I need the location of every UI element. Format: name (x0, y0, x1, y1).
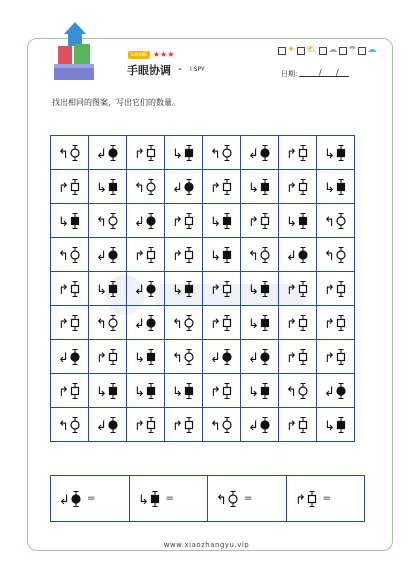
grid-cell (317, 170, 355, 204)
grid-cell (51, 340, 89, 374)
hook-up-left-hollow-circle-icon (216, 490, 240, 508)
hook-down-right-filled-square-icon (96, 178, 120, 196)
hook-down-right-filled-square-icon (248, 314, 272, 332)
grid-row (51, 238, 355, 272)
answer-cell[interactable] (51, 476, 130, 521)
hook-down-left-filled-circle-icon (134, 212, 158, 230)
grid-cell (127, 272, 165, 306)
grid-cell (317, 272, 355, 306)
grid-cell (89, 340, 127, 374)
grid-cell (241, 136, 279, 170)
equals-sign: = (244, 493, 253, 504)
grid-cell (127, 170, 165, 204)
answer-cell[interactable] (130, 476, 209, 521)
svg-text:↱: ↱ (285, 316, 297, 332)
hook-up-left-hollow-circle-icon (286, 382, 310, 400)
weather-checkbox[interactable] (319, 47, 327, 55)
svg-text:↰: ↰ (57, 146, 69, 162)
hook-up-left-hollow-circle-icon (172, 314, 196, 332)
grid-cell (317, 204, 355, 238)
svg-text:↳: ↳ (285, 214, 297, 230)
hook-down-right-filled-square-icon (286, 212, 310, 230)
grid-cell (165, 408, 203, 442)
svg-text:↱: ↱ (209, 282, 221, 298)
hook-down-right-filled-square-icon (58, 212, 82, 230)
grid-cell (51, 204, 89, 238)
hook-up-right-hollow-square-icon (324, 314, 348, 332)
svg-text:↱: ↱ (57, 316, 69, 332)
grid-cell (89, 374, 127, 408)
hook-up-right-hollow-square-icon (324, 348, 348, 366)
grid-cell (89, 204, 127, 238)
svg-text:↱: ↱ (133, 418, 145, 434)
hook-up-right-hollow-square-icon (58, 178, 82, 196)
grid-cell (51, 374, 89, 408)
svg-text:↲: ↲ (133, 316, 145, 332)
svg-text:↳: ↳ (171, 282, 183, 298)
svg-text:↲: ↲ (95, 418, 107, 434)
svg-text:↰: ↰ (171, 316, 183, 332)
svg-text:↱: ↱ (133, 146, 145, 162)
svg-text:↰: ↰ (285, 384, 297, 400)
difficulty-stars: ★★★ (152, 50, 175, 59)
hook-down-left-filled-circle-icon (134, 314, 158, 332)
cloud-icon: ☁ (328, 45, 338, 55)
grid-cell (241, 306, 279, 340)
grid-cell (165, 136, 203, 170)
hook-down-right-filled-square-icon (248, 280, 272, 298)
grid-cell (127, 340, 165, 374)
svg-text:↳: ↳ (247, 316, 259, 332)
grid-cell (241, 374, 279, 408)
grid-cell (127, 136, 165, 170)
svg-text:↱: ↱ (285, 180, 297, 196)
svg-text:↱: ↱ (57, 180, 69, 196)
grid-cell (51, 136, 89, 170)
hook-up-right-hollow-square-icon (210, 178, 234, 196)
date-input-line[interactable] (299, 76, 349, 77)
grid-cell (241, 238, 279, 272)
svg-text:↳: ↳ (171, 146, 183, 162)
hook-up-right-hollow-square-icon (172, 246, 196, 264)
hook-up-right-hollow-square-icon (248, 212, 272, 230)
svg-text:↲: ↲ (95, 146, 107, 162)
svg-text:↳: ↳ (133, 384, 145, 400)
hook-up-right-hollow-square-icon (286, 280, 310, 298)
instruction-text: 找出相同的图案，写出它们的数量。 (52, 98, 180, 107)
grid-cell (279, 136, 317, 170)
svg-text:↰: ↰ (323, 214, 335, 230)
hook-down-left-filled-circle-icon (96, 246, 120, 264)
grid-row (51, 204, 355, 238)
rain-icon: ☂ (348, 45, 357, 55)
svg-text:↰: ↰ (171, 350, 183, 366)
hook-down-left-filled-circle-icon (96, 416, 120, 434)
hook-up-left-hollow-circle-icon (58, 416, 82, 434)
svg-text:↲: ↲ (133, 282, 145, 298)
svg-text:↲: ↲ (323, 384, 335, 400)
hook-up-right-hollow-square-icon (286, 416, 310, 434)
svg-text:↰: ↰ (133, 180, 145, 196)
svg-text:↰: ↰ (323, 248, 335, 264)
date-label: 日期: (281, 70, 298, 78)
svg-text:↱: ↱ (57, 384, 69, 400)
hook-up-left-hollow-circle-icon (172, 348, 196, 366)
grid-cell (279, 272, 317, 306)
footer (0, 541, 413, 549)
grid-cell (203, 340, 241, 374)
grid-cell (241, 272, 279, 306)
grid-cell (317, 306, 355, 340)
hook-down-right-filled-square-icon (96, 280, 120, 298)
answer-cell[interactable] (287, 476, 365, 521)
hook-up-right-hollow-square-icon (58, 314, 82, 332)
grid-cell (279, 374, 317, 408)
hook-down-right-filled-square-icon (134, 348, 158, 366)
svg-text:↳: ↳ (137, 492, 149, 508)
svg-text:↳: ↳ (247, 282, 259, 298)
snow-cloud-icon: ☁ (367, 45, 377, 55)
hook-down-right-filled-square-icon (96, 382, 120, 400)
equals-sign: = (322, 493, 331, 504)
answer-row (50, 475, 365, 522)
hook-up-right-hollow-square-icon (134, 416, 158, 434)
hook-down-right-filled-square-icon (172, 382, 196, 400)
svg-text:↱: ↱ (133, 248, 145, 264)
grid-row (51, 408, 355, 442)
svg-text:↱: ↱ (209, 316, 221, 332)
grid-cell (127, 374, 165, 408)
svg-text:↰: ↰ (216, 492, 227, 508)
svg-text:↰: ↰ (247, 248, 259, 264)
date-slash: / (319, 68, 322, 77)
grid-cell (241, 408, 279, 442)
svg-text:↲: ↲ (57, 350, 69, 366)
hook-up-right-hollow-square-icon (295, 490, 319, 508)
grid-cell (127, 306, 165, 340)
grid-row (51, 272, 355, 306)
svg-text:↱: ↱ (294, 492, 306, 508)
worksheet-subtitle: I SPY (190, 66, 205, 73)
hook-up-left-hollow-circle-icon (248, 246, 272, 264)
hook-up-left-hollow-circle-icon (96, 212, 120, 230)
grid-row (51, 136, 355, 170)
grid-cell (165, 374, 203, 408)
grid-cell (279, 238, 317, 272)
grid-cell (317, 408, 355, 442)
grid-cell (317, 238, 355, 272)
grid-cell (279, 408, 317, 442)
hook-down-left-filled-circle-icon (58, 348, 82, 366)
grid-cell (241, 170, 279, 204)
svg-text:↱: ↱ (171, 214, 183, 230)
grid-cell (89, 306, 127, 340)
svg-text:↲: ↲ (247, 350, 259, 366)
weather-checkbox[interactable] (297, 47, 305, 55)
svg-text:↱: ↱ (57, 282, 69, 298)
svg-text:↳: ↳ (133, 350, 145, 366)
hook-down-right-filled-square-icon (210, 246, 234, 264)
grid-cell (165, 272, 203, 306)
answer-cell[interactable] (208, 476, 287, 521)
grid-cell (241, 340, 279, 374)
hook-down-right-filled-square-icon (324, 144, 348, 162)
hook-down-right-filled-square-icon (248, 382, 272, 400)
symbol-grid (50, 135, 355, 442)
equals-sign: = (165, 493, 174, 504)
svg-text:↰: ↰ (95, 214, 107, 230)
svg-text:↰: ↰ (209, 418, 221, 434)
grid-cell (165, 238, 203, 272)
hook-down-left-filled-circle-icon (248, 416, 272, 434)
grid-cell (203, 204, 241, 238)
svg-text:↲: ↲ (285, 248, 297, 264)
svg-text:↰: ↰ (95, 316, 107, 332)
grid-cell (165, 340, 203, 374)
hook-up-right-hollow-square-icon (58, 382, 82, 400)
grid-cell (279, 340, 317, 374)
svg-text:↳: ↳ (323, 418, 335, 434)
hook-down-left-filled-circle-icon (59, 490, 83, 508)
grid-cell (279, 204, 317, 238)
svg-text:↳: ↳ (95, 384, 107, 400)
hook-down-left-filled-circle-icon (324, 382, 348, 400)
hook-up-right-hollow-square-icon (134, 144, 158, 162)
grid-row (51, 374, 355, 408)
grid-cell (203, 136, 241, 170)
hook-down-left-filled-circle-icon (172, 178, 196, 196)
hook-up-right-hollow-square-icon (286, 348, 310, 366)
hook-down-right-filled-square-icon (324, 178, 348, 196)
svg-text:↳: ↳ (95, 180, 107, 196)
grid-cell (51, 408, 89, 442)
title-dash: - (178, 62, 182, 75)
grid-cell (203, 238, 241, 272)
svg-text:↲: ↲ (171, 180, 183, 196)
hook-up-left-hollow-circle-icon (324, 246, 348, 264)
grid-cell (279, 306, 317, 340)
grid-row (51, 340, 355, 374)
svg-text:↳: ↳ (247, 180, 259, 196)
hook-down-right-filled-square-icon (134, 382, 158, 400)
grid-cell (279, 170, 317, 204)
grid-cell (127, 204, 165, 238)
partly-cloudy-icon: ⛅ (306, 45, 318, 55)
hook-down-left-filled-circle-icon (248, 144, 272, 162)
grid-cell (165, 170, 203, 204)
hook-down-right-filled-square-icon (172, 144, 196, 162)
svg-text:↱: ↱ (285, 146, 297, 162)
svg-text:↱: ↱ (285, 418, 297, 434)
grid-cell (89, 136, 127, 170)
svg-text:↰: ↰ (57, 418, 69, 434)
weather-checkbox[interactable] (358, 47, 366, 55)
hook-up-right-hollow-square-icon (172, 416, 196, 434)
grid-cell (317, 374, 355, 408)
svg-text:↳: ↳ (323, 180, 335, 196)
hook-up-right-hollow-square-icon (210, 280, 234, 298)
hook-down-right-filled-square-icon (138, 490, 162, 508)
hook-down-right-filled-square-icon (210, 212, 234, 230)
hook-down-right-filled-square-icon (172, 280, 196, 298)
grid-cell (89, 238, 127, 272)
svg-text:↱: ↱ (247, 214, 259, 230)
worksheet-title: 手眼协调 (127, 64, 171, 77)
hook-up-right-hollow-square-icon (324, 280, 348, 298)
svg-text:↱: ↱ (323, 282, 335, 298)
hook-up-right-hollow-square-icon (172, 212, 196, 230)
grid-cell (89, 170, 127, 204)
hook-up-left-hollow-circle-icon (58, 144, 82, 162)
grid-cell (51, 238, 89, 272)
hook-up-right-hollow-square-icon (134, 246, 158, 264)
grid-cell (89, 408, 127, 442)
svg-text:↳: ↳ (209, 248, 221, 264)
svg-text:↱: ↱ (171, 248, 183, 264)
hook-down-right-filled-square-icon (248, 178, 272, 196)
weather-checkbox[interactable] (339, 47, 347, 55)
hook-up-left-hollow-circle-icon (134, 178, 158, 196)
grid-cell (51, 306, 89, 340)
hook-up-right-hollow-square-icon (58, 280, 82, 298)
date-slash: / (336, 68, 339, 77)
hook-up-left-hollow-circle-icon (210, 144, 234, 162)
svg-text:↳: ↳ (247, 384, 259, 400)
hook-up-right-hollow-square-icon (286, 144, 310, 162)
svg-text:↱: ↱ (323, 350, 335, 366)
grid-cell (165, 306, 203, 340)
level-label: Level (128, 51, 150, 59)
svg-text:↳: ↳ (57, 214, 69, 230)
hook-down-left-filled-circle-icon (96, 144, 120, 162)
grid-cell (241, 204, 279, 238)
svg-text:↳: ↳ (323, 146, 335, 162)
weather-checkbox[interactable] (278, 47, 286, 55)
svg-text:↱: ↱ (323, 316, 335, 332)
svg-text:↰: ↰ (57, 248, 69, 264)
equals-sign: = (87, 493, 96, 504)
sun-icon: ☀ (287, 45, 296, 55)
grid-cell (165, 204, 203, 238)
date-field (281, 68, 339, 79)
hook-down-left-filled-circle-icon (210, 348, 234, 366)
svg-text:↲: ↲ (59, 492, 70, 508)
svg-text:↲: ↲ (133, 214, 145, 230)
grid-cell (51, 272, 89, 306)
grid-row (51, 306, 355, 340)
svg-text:↱: ↱ (285, 282, 297, 298)
weather-checkboxes (278, 46, 376, 55)
grid-cell (203, 408, 241, 442)
svg-text:↱: ↱ (285, 350, 297, 366)
hook-up-left-hollow-circle-icon (96, 314, 120, 332)
hook-down-left-filled-circle-icon (134, 280, 158, 298)
svg-text:↳: ↳ (171, 384, 183, 400)
toy-blocks-logo (50, 20, 100, 84)
hook-up-right-hollow-square-icon (286, 314, 310, 332)
svg-text:↲: ↲ (247, 418, 259, 434)
grid-cell (51, 170, 89, 204)
hook-up-right-hollow-square-icon (210, 314, 234, 332)
grid-cell (203, 306, 241, 340)
hook-up-left-hollow-circle-icon (210, 416, 234, 434)
grid-cell (317, 340, 355, 374)
svg-text:↰: ↰ (209, 146, 221, 162)
svg-text:↲: ↲ (209, 350, 221, 366)
hook-down-left-filled-circle-icon (286, 246, 310, 264)
svg-text:↱: ↱ (209, 180, 221, 196)
grid-cell (89, 272, 127, 306)
svg-text:↲: ↲ (247, 146, 259, 162)
svg-text:↱: ↱ (171, 418, 183, 434)
svg-text:↱: ↱ (209, 384, 221, 400)
hook-up-right-hollow-square-icon (210, 382, 234, 400)
difficulty-badge (128, 50, 174, 59)
hook-up-right-hollow-square-icon (96, 348, 120, 366)
svg-text:↲: ↲ (95, 248, 107, 264)
grid-cell (203, 170, 241, 204)
grid-cell (127, 238, 165, 272)
grid-cell (317, 136, 355, 170)
hook-down-left-filled-circle-icon (248, 348, 272, 366)
hook-up-left-hollow-circle-icon (58, 246, 82, 264)
hook-down-right-filled-square-icon (324, 416, 348, 434)
grid-cell (203, 374, 241, 408)
hook-up-left-hollow-circle-icon (324, 212, 348, 230)
grid-row (51, 170, 355, 204)
hook-up-right-hollow-square-icon (286, 178, 310, 196)
svg-text:↳: ↳ (209, 214, 221, 230)
footer-url: www.xiaozhangyu.vip (159, 541, 255, 549)
svg-text:↱: ↱ (95, 350, 107, 366)
grid-cell (203, 272, 241, 306)
grid-cell (127, 408, 165, 442)
svg-text:↳: ↳ (95, 282, 107, 298)
